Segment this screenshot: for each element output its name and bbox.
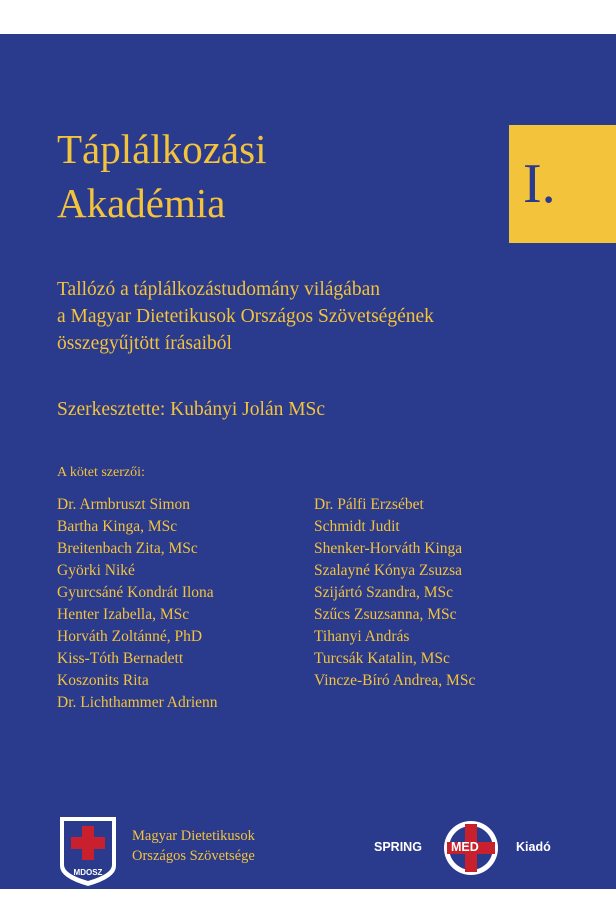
author-name: Dr. Lichthammer Adrienn	[57, 694, 218, 711]
subtitle-line-2: a Magyar Dietetikusok Országos Szövetségének	[57, 306, 434, 327]
publisher-kiado-text: Kiadó	[516, 840, 551, 854]
author-name: Dr. Pálfi Erzsébet	[314, 496, 424, 513]
book-subtitle	[57, 276, 434, 357]
subtitle-line-1: Tallózó a táplálkozástudomány világában	[57, 279, 380, 300]
author-name: Bartha Kinga, MSc	[57, 518, 178, 535]
volume-badge: I.	[509, 125, 616, 243]
author-name: Szalayné Kónya Zsuzsa	[314, 562, 463, 579]
author-name: Koszonits Rita	[57, 672, 149, 689]
author-name: Gyurcsáné Kondrát Ilona	[57, 584, 214, 601]
mdosz-logo-icon	[57, 814, 119, 888]
author-name: Szijártó Szandra, MSc	[314, 584, 454, 601]
author-name: Shenker-Horváth Kinga	[314, 540, 463, 557]
association-name	[132, 826, 255, 866]
author-name: Breitenbach Zita, MSc	[57, 540, 198, 557]
subtitle-line-3: összegyűjtött írásaiból	[57, 333, 232, 354]
author-name: Turcsák Katalin, MSc	[314, 650, 450, 667]
author-name: Horváth Zoltánné, PhD	[57, 628, 203, 645]
association-line-1: Magyar Dietetikusok	[132, 828, 255, 844]
book-title	[57, 122, 266, 230]
authors-heading: A kötet szerzői:	[57, 465, 145, 480]
mdosz-logo-text: MDOSZ	[73, 868, 103, 877]
title-line-1: Táplálkozási	[57, 126, 267, 172]
author-name: Györki Niké	[57, 562, 135, 579]
publisher-logo	[374, 818, 584, 878]
association-line-2: Országos Szövetsége	[132, 848, 255, 864]
publisher-med-text: MED	[451, 840, 479, 854]
book-cover	[0, 34, 616, 889]
author-name: Henter Izabella, MSc	[57, 606, 190, 623]
editor-credit: Szerkesztette: Kubányi Jolán MSc	[57, 399, 326, 420]
author-name: Schmidt Judit	[314, 518, 400, 535]
author-name: Dr. Armbruszt Simon	[57, 496, 191, 513]
title-line-2: Akadémia	[57, 180, 226, 226]
authors-list-right	[314, 494, 475, 692]
author-name: Tihanyi András	[314, 628, 410, 645]
author-name: Vincze-Bíró Andrea, MSc	[314, 672, 476, 689]
author-name: Kiss-Tóth Bernadett	[57, 650, 184, 667]
publisher-spring-text: SPRING	[374, 840, 422, 854]
authors-list-left	[57, 494, 218, 714]
author-name: Szűcs Zsuzsanna, MSc	[314, 606, 457, 623]
